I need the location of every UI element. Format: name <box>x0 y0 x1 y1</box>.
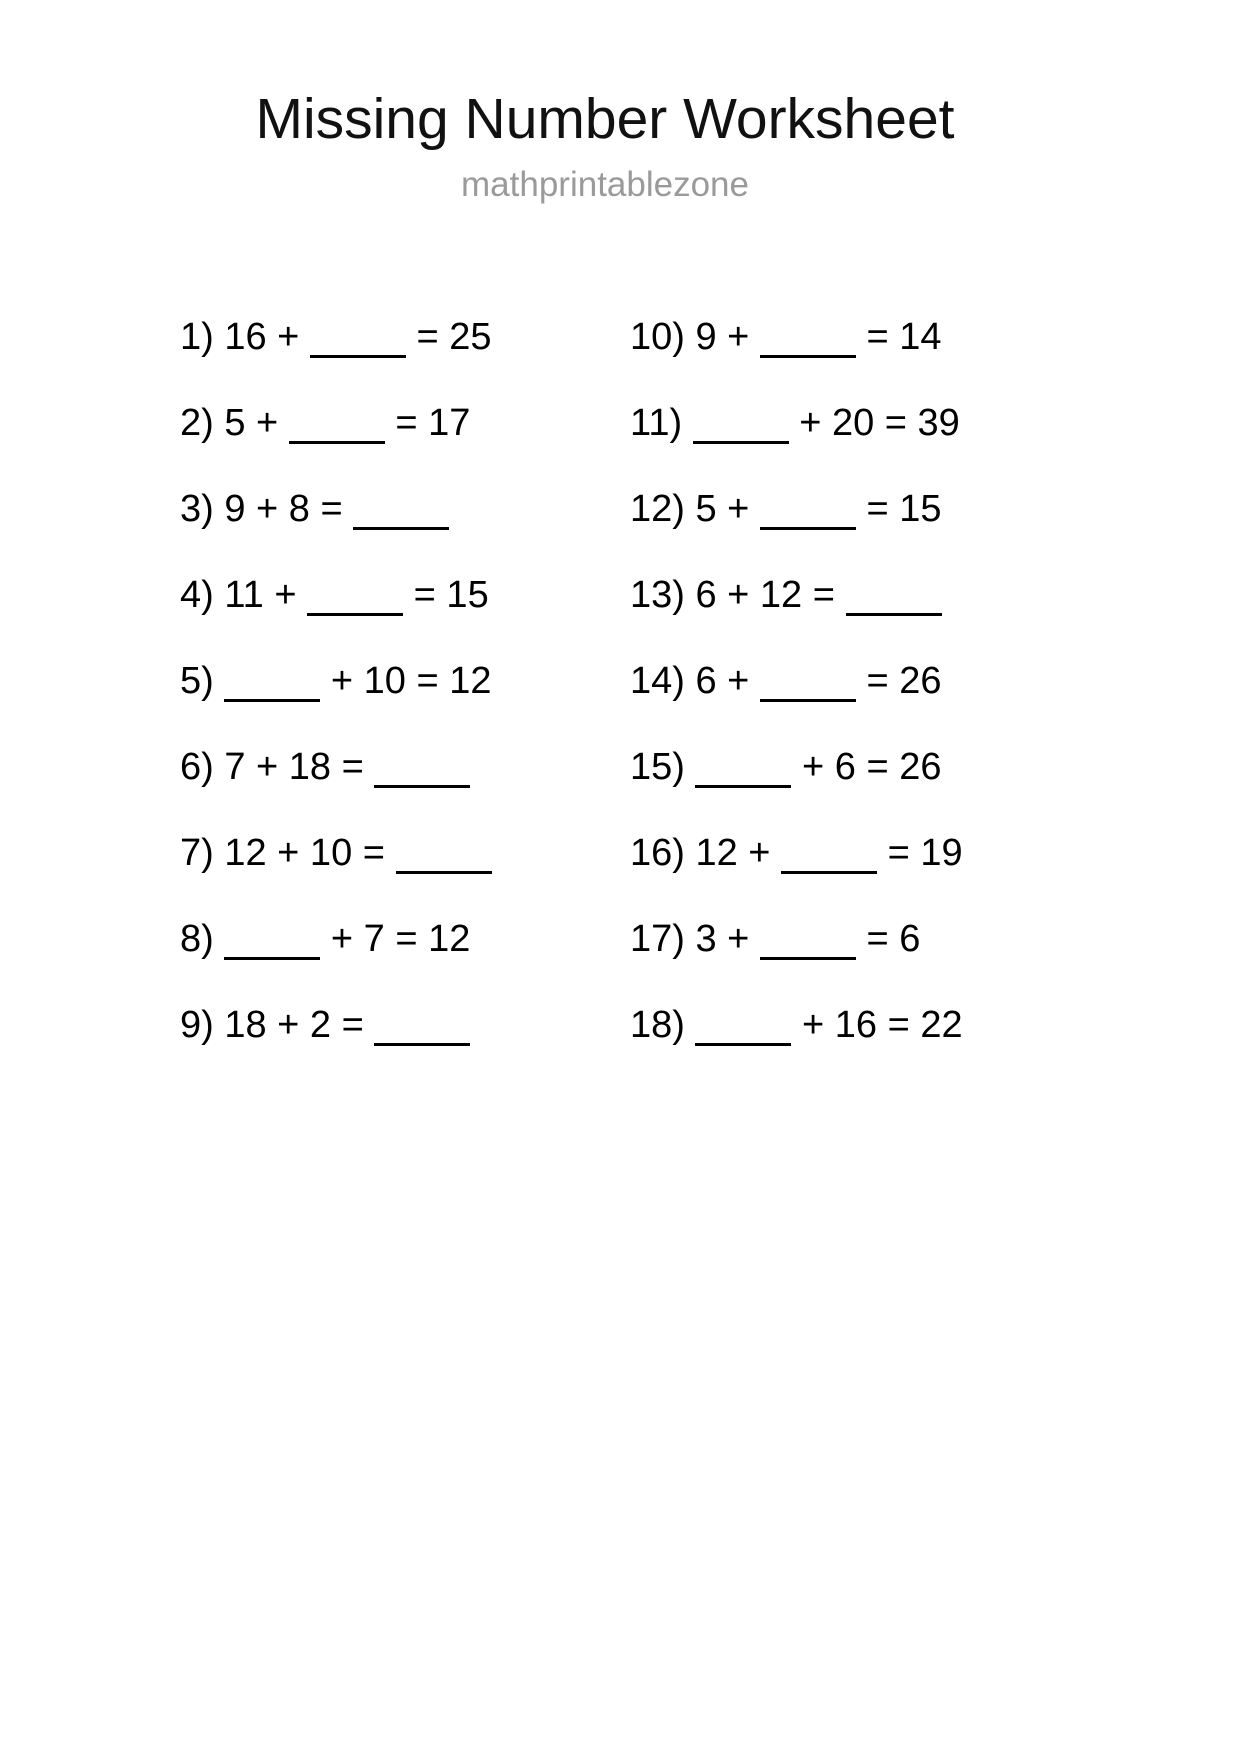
problem-row <box>180 1005 630 1046</box>
answer-blank <box>374 1042 470 1046</box>
problem-number: 12) <box>630 487 685 530</box>
problem-number: 9) <box>180 1003 214 1046</box>
answer-blank <box>224 698 320 702</box>
problem-row <box>180 317 630 358</box>
answer-blank <box>396 870 492 874</box>
problem-row <box>630 1005 1240 1046</box>
problem-number: 8) <box>180 917 214 960</box>
problem-row <box>630 919 1240 960</box>
answer-blank <box>760 526 856 530</box>
problem-row <box>630 833 1240 874</box>
answer-blank <box>693 440 789 444</box>
problem-number: 18) <box>630 1003 685 1046</box>
expression-text: = 25 <box>405 315 492 358</box>
problem-row <box>630 489 1240 530</box>
problem-row <box>180 833 630 874</box>
problem-row <box>630 317 1240 358</box>
answer-blank <box>695 784 791 788</box>
problem-number: 14) <box>630 659 685 702</box>
answer-blank <box>224 956 320 960</box>
expression-text: 16 + <box>224 315 310 358</box>
problem-row <box>630 661 1240 702</box>
answer-blank <box>374 784 470 788</box>
expression-text: = 6 <box>855 917 921 960</box>
expression-text: 5 + <box>695 487 760 530</box>
problem-row <box>180 489 630 530</box>
problem-number: 7) <box>180 831 214 874</box>
answer-blank <box>310 354 406 358</box>
expression-text: 9 + 8 = <box>224 487 354 530</box>
answer-blank <box>760 698 856 702</box>
problem-number: 6) <box>180 745 214 788</box>
expression-text: = 15 <box>403 573 489 616</box>
problem-number: 3) <box>180 487 214 530</box>
page-title: Missing Number Worksheet <box>255 87 955 151</box>
problem-number: 11) <box>630 401 683 444</box>
answer-blank <box>846 612 942 616</box>
problem-row <box>180 661 630 702</box>
problem-number: 13) <box>630 573 685 616</box>
problem-number: 16) <box>630 831 685 874</box>
expression-text: = 26 <box>855 659 942 702</box>
expression-text: 12 + 10 = <box>224 831 396 874</box>
answer-blank <box>760 354 856 358</box>
expression-text: 6 + 12 = <box>695 573 846 616</box>
problem-number: 5) <box>180 659 214 702</box>
problems-column-left <box>180 317 630 1091</box>
expression-text: 6 + <box>695 659 760 702</box>
expression-text: + 6 = 26 <box>791 745 942 788</box>
answer-blank <box>289 440 385 444</box>
problem-number: 4) <box>180 573 214 616</box>
problem-number: 10) <box>630 315 685 358</box>
expression-text: = 14 <box>855 315 942 358</box>
problems-column-right <box>630 317 1240 1091</box>
expression-text: 12 + <box>695 831 782 874</box>
problem-number: 2) <box>180 401 214 444</box>
problem-number: 15) <box>630 745 685 788</box>
problem-row <box>180 403 630 444</box>
expression-text: + 7 = 12 <box>320 917 471 960</box>
page-subtitle: mathprintablezone <box>461 164 749 204</box>
problem-row <box>180 919 630 960</box>
problems-grid <box>0 317 1240 1091</box>
problem-row <box>630 747 1240 788</box>
problem-number: 1) <box>180 315 214 358</box>
answer-blank <box>353 526 449 530</box>
problem-row <box>630 575 1240 616</box>
answer-blank <box>695 1042 791 1046</box>
answer-blank <box>307 612 403 616</box>
expression-text: 11 + <box>224 573 308 616</box>
expression-text: 5 + <box>224 401 289 444</box>
answer-blank <box>760 956 856 960</box>
expression-text: + 10 = 12 <box>320 659 492 702</box>
expression-text: + 20 = 39 <box>788 401 960 444</box>
problem-number: 17) <box>630 917 685 960</box>
expression-text: = 17 <box>384 401 471 444</box>
problem-row <box>180 575 630 616</box>
answer-blank <box>781 870 877 874</box>
problem-row <box>180 747 630 788</box>
problem-row <box>630 403 1240 444</box>
expression-text: 3 + <box>695 917 760 960</box>
expression-text: + 16 = 22 <box>791 1003 963 1046</box>
expression-text: 9 + <box>695 315 760 358</box>
expression-text: 18 + 2 = <box>224 1003 375 1046</box>
expression-text: 7 + 18 = <box>224 745 375 788</box>
expression-text: = 19 <box>877 831 963 874</box>
expression-text: = 15 <box>855 487 942 530</box>
